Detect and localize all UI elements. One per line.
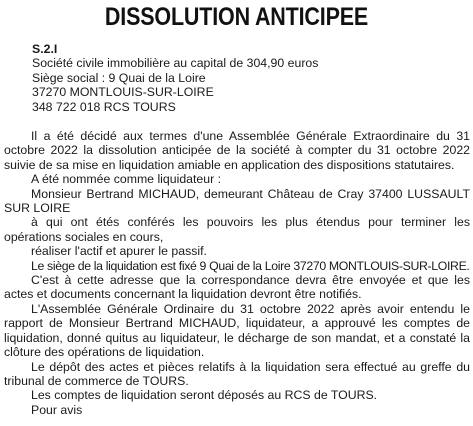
paragraph-dissolution: Il a été décidé aux termes d'une Assemblée Générale Extraordinaire du 31 octobre 2022 la dissolution anticipée de la société à compter du 31 octobre 2022 suivie de sa mise en liquidation amiable en application des dispositions statutaires.: [4, 129, 470, 172]
paragraph-closing: Pour avis: [31, 402, 83, 417]
paragraph-deposit: Le dépôt des actes et pièces relatifs à la liquidation sera effectué au greffe du tribunal de commerce de TOURS.: [4, 359, 470, 388]
paragraph-liquidator-name: Monsieur Bertrand MICHAUD, demeurant Château de Cray 37400 LUSSAULT SUR LOIRE: [4, 186, 470, 216]
paragraph-correspondence: C'est à cette adresse que la correspondance devra être envoyée et que les actes et documents concernant la liquidation devront être notifiés.: [4, 273, 470, 302]
notice-title: DISSOLUTION ANTICIPEE: [104, 3, 369, 31]
company-header: [32, 42, 452, 114]
paragraph-realise-assets: réaliser l'actif et apurer le passif.: [31, 244, 207, 259]
company-seat: Siège social : 9 Quai de la Loire: [32, 70, 206, 85]
company-code: S.2.I: [32, 42, 58, 56]
company-description: Société civile immobilière au capital de 304,90 euros: [32, 56, 319, 71]
company-registration: 348 722 018 RCS TOURS: [32, 99, 176, 114]
paragraph-liquidation-seat: Le siège de la liquidation est fixé 9 Quai de la Loire 37270 MONTLOUIS-SUR-LOIRE.: [31, 258, 470, 273]
company-city: 37270 MONTLOUIS-SUR-LOIRE: [32, 85, 214, 100]
notice-body: [4, 129, 470, 417]
paragraph-powers: à qui ont étés conférés les pouvoirs les plus étendus pour terminer les opérations sociales en cours,: [4, 215, 470, 244]
paragraph-liquidator-appointed: A été nommée comme liquidateur :: [31, 172, 222, 187]
paragraph-general-assembly: L'Assemblée Générale Ordinaire du 31 octobre 2022 après avoir entendu le rapport de Monsieur Bertrand MICHAUD, liquidateur, a approuvé les comptes de liquidation, donné quitus au liquidateur, le décharge de son mandat, et a constaté la clôture des opérations de liquidation.: [4, 301, 470, 360]
paragraph-accounts: Les comptes de liquidation seront déposés au RCS de TOURS.: [31, 388, 378, 403]
